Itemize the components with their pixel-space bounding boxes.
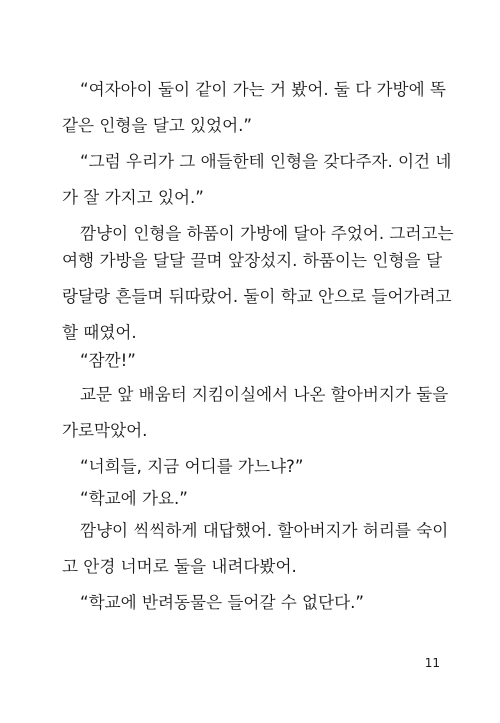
text-line: 할 때였어. (62, 323, 137, 342)
text-line: “그럼 우리가 그 애들한테 인형을 갖다주자. 이건 네 (80, 152, 452, 171)
text-line: “여자아이 둘이 같이 가는 거 봤어. 둘 다 가방에 똑 (80, 80, 446, 99)
text-line: “학교에 반려동물은 들어갈 수 없단다.” (80, 593, 365, 612)
text-line: 깜냥이 씩씩하게 대답했어. 할아버지가 허리를 숙이 (80, 521, 449, 540)
text-line: 여행 가방을 달달 끌며 앞장섰지. 하품이는 인형을 달 (62, 251, 442, 270)
text-line: 가 잘 가지고 있어.” (62, 188, 204, 207)
text-line: 교문 앞 배움터 지킴이실에서 나온 할아버지가 둘을 (80, 385, 449, 404)
text-line: 같은 인형을 달고 있었어.” (62, 116, 252, 135)
text-line: 랑달랑 흔들며 뒤따랐어. 둘이 학교 안으로 들어가려고 (62, 287, 452, 306)
page-number: 11 (424, 656, 440, 670)
text-line: 깜냥이 인형을 하품이 가방에 달아 주었어. 그러고는 (80, 224, 454, 243)
text-line: “잠깐!” (80, 351, 136, 370)
text-line: 가로막았어. (62, 421, 148, 440)
text-line: 고 안경 너머로 둘을 내려다봤어. (62, 557, 297, 576)
text-line: “학교에 가요.” (80, 489, 188, 508)
text-line: “너희들, 지금 어디를 가느냐?” (80, 457, 304, 476)
